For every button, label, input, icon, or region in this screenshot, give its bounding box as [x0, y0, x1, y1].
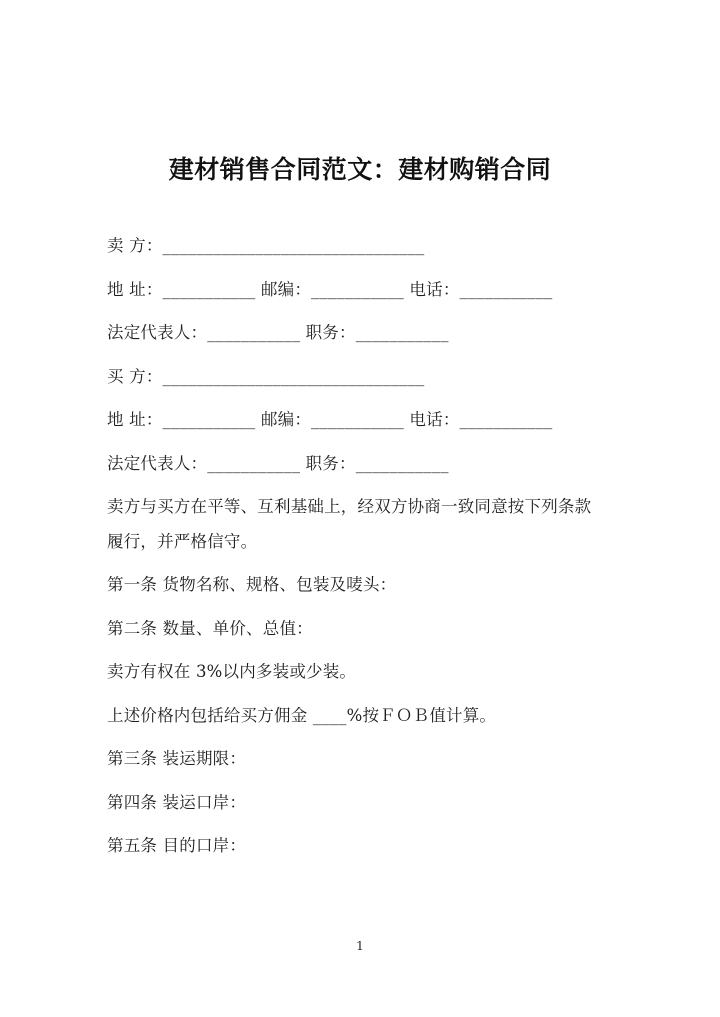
quantity-tolerance-line: 卖方有权在 3%以内多装或少装。 [107, 662, 357, 681]
clause-3-line: 第三条 装运期限： [107, 749, 247, 768]
seller-party-line: 卖 方：_______________________________ [107, 236, 425, 255]
clause-5-line: 第五条 目的口岸： [107, 836, 247, 855]
buyer-party-line: 买 方：_______________________________ [107, 366, 425, 386]
page-number: 1 [356, 938, 364, 953]
clause-1-line: 第一条 货物名称、规格、包装及唛头： [107, 575, 397, 594]
preamble-paragraph: 卖方与买方在平等、互利基础上，经双方协商一致同意按下列条款履行，并严格信守。 [107, 497, 592, 551]
seller-address-line: 地 址：___________ 邮编：___________ 电话：___________ [107, 279, 553, 299]
commission-line: 上述价格内包括给买方佣金 ____%按ＦＯＢ值计算。 [107, 705, 497, 725]
document-body [107, 228, 599, 872]
buyer-legal-rep-line: 法定代表人：___________ 职务：___________ [107, 453, 449, 473]
page-title: 建材销售合同范文：建材购销合同 [168, 155, 552, 184]
buyer-address-line: 地 址：___________ 邮编：___________ 电话：___________ [107, 410, 553, 429]
seller-legal-rep-line: 法定代表人：___________ 职务：___________ [107, 323, 449, 342]
clause-2-line: 第二条 数量、单价、总值： [107, 618, 313, 638]
clause-4-line: 第四条 装运口岸： [107, 792, 247, 812]
